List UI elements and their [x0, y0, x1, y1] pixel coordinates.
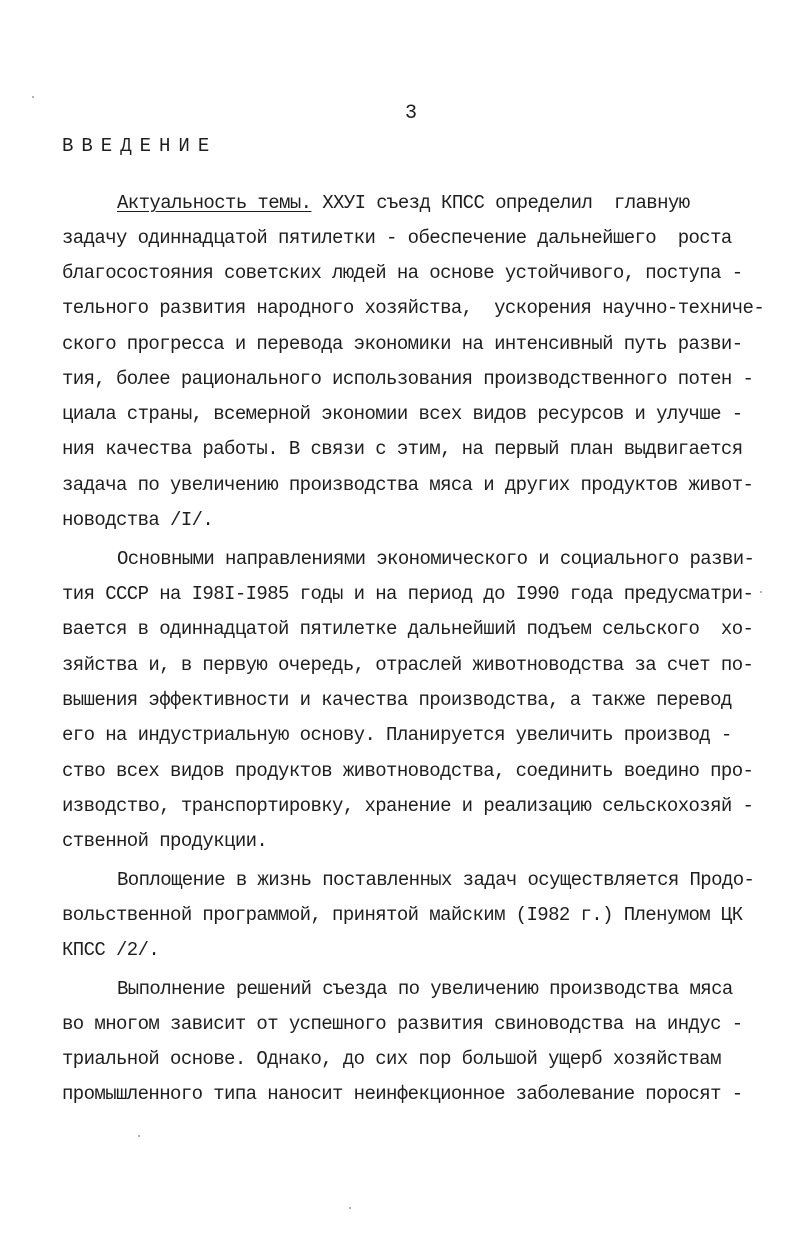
- paragraph-2-line-8: изводство, транспортировку, хранение и реализацию сельскохозяй -: [62, 795, 754, 817]
- paragraph-1-line-7: циала страны, всемерной экономии всех видов ресурсов и улучше -: [62, 403, 743, 425]
- page-number: 3: [405, 102, 418, 125]
- paragraph-1-line-6: тия, более рационального использования производственного потен -: [62, 368, 754, 390]
- paragraph-3-line-2: вольственной программой, принятой майским (I982 г.) Пленумом ЦК: [62, 904, 743, 926]
- paragraph-2-line-3: вается в одиннадцатой пятилетке дальнейший подъем сельского хо-: [62, 618, 754, 640]
- paragraph-1-line-9: задача по увеличению производства мяса и других продуктов живот-: [62, 474, 754, 496]
- paragraph-4-line-3: триальной основе. Однако, до сих пор большой ущерб хозяйствам: [62, 1048, 721, 1070]
- scan-speck: [138, 1135, 140, 1137]
- topic-relevance-label: Актуальность темы.: [117, 192, 312, 214]
- scan-speck: [760, 591, 762, 593]
- paragraph-4-line-1: Выполнение решений съезда по увеличению производства мяса: [117, 978, 733, 1000]
- paragraph-1-line-3: благосостояния советских людей на основе устойчивого, поступа -: [62, 262, 743, 284]
- paragraph-3-line-3: КПСС /2/.: [62, 939, 160, 961]
- paragraph-1-line-1-text: ХХУI съезд КПСС определил главную: [311, 192, 690, 214]
- paragraph-1-line-4: тельного развития народного хозяйства, ускорения научно-техниче-: [62, 297, 765, 319]
- paragraph-4-line-4: промышленного типа наносит неинфекционное заболевание поросят -: [62, 1083, 743, 1105]
- paragraph-1-line-2: задачу одиннадцатой пятилетки - обеспечение дальнейшего роста: [62, 227, 732, 249]
- paragraph-2-line-2: тия СССР на I98I-I985 годы и на период до I990 года предусматри-: [62, 583, 754, 605]
- paragraph-2-line-6: его на индустриальную основу. Планируется увеличить производ -: [62, 724, 732, 746]
- paragraph-3-line-1: Воплощение в жизнь поставленных задач осуществляется Продо-: [117, 869, 755, 891]
- paragraph-2-line-4: зяйства и, в первую очередь, отраслей животноводства за счет по-: [62, 654, 754, 676]
- paragraph-4-line-2: во многом зависит от успешного развития свиноводства на индус -: [62, 1013, 743, 1035]
- paragraph-1-line-8: ния качества работы. В связи с этим, на первый план выдвигается: [62, 438, 743, 460]
- section-heading: ВВЕДЕНИЕ: [62, 135, 218, 157]
- paragraph-1-line-10: новодства /I/.: [62, 509, 214, 531]
- paragraph-2-line-1: Основными направлениями экономического и социального разви-: [117, 548, 755, 570]
- paragraph-2-line-7: ство всех видов продуктов животноводства, соединить воедино про-: [62, 760, 754, 782]
- paragraph-2-line-9: ственной продукции.: [62, 830, 268, 852]
- scan-speck: [349, 1207, 351, 1209]
- scan-speck: [32, 96, 34, 98]
- paragraph-1-line-5: ского прогресса и перевода экономики на интенсивный путь разви-: [62, 333, 743, 355]
- paragraph-1-line-1: [117, 189, 690, 217]
- paragraph-2-line-5: вышения эффективности и качества производства, а также перевод: [62, 689, 732, 711]
